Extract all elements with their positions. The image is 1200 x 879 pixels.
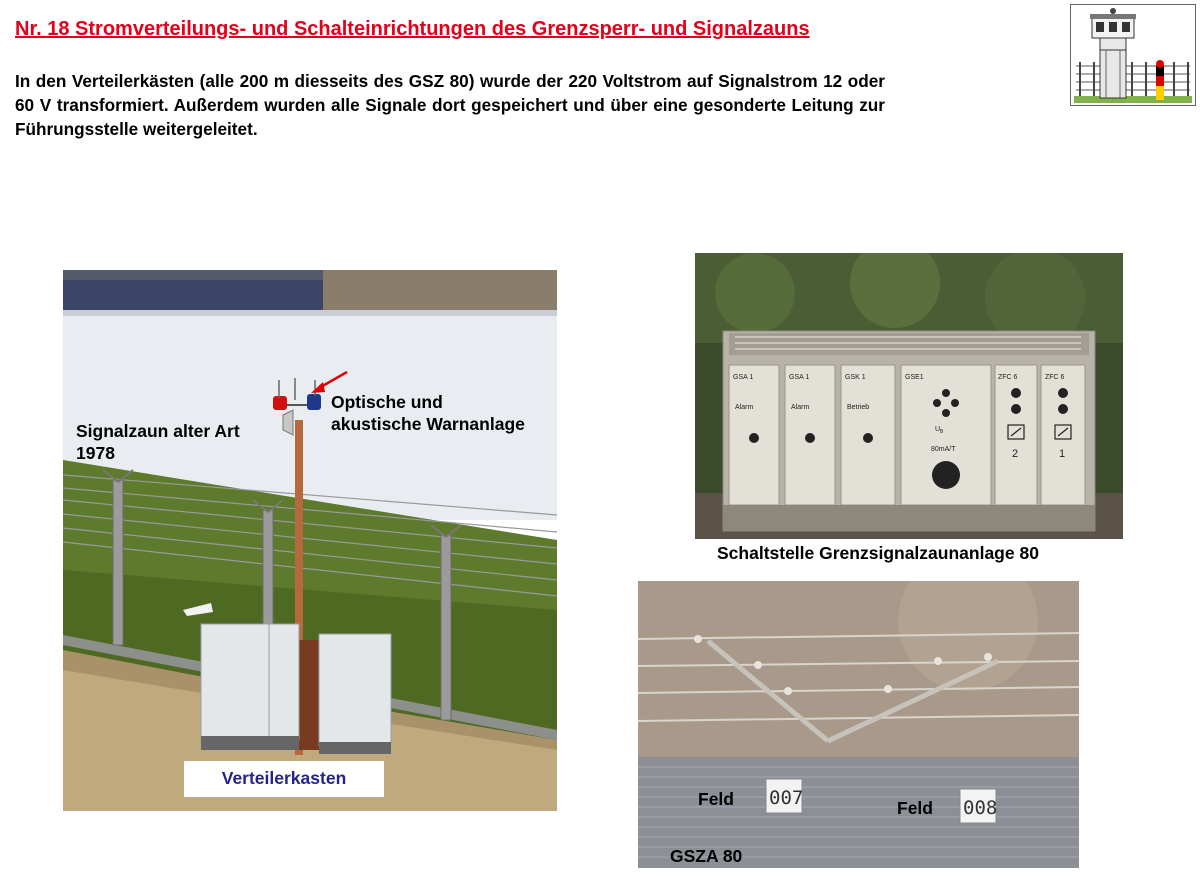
photo-switch-panel — [695, 253, 1123, 539]
svg-text:Alarm: Alarm — [791, 404, 810, 411]
svg-text:GSA 1: GSA 1 — [789, 374, 810, 381]
svg-text:U: U — [935, 426, 941, 433]
label-warning-system: Optische und akustische Warnanlage — [331, 392, 525, 434]
label-field-1: Feld — [698, 789, 734, 809]
photo-signal-fence-1978 — [63, 270, 557, 811]
svg-text:GSK 1: GSK 1 — [845, 374, 866, 381]
svg-text:1: 1 — [1059, 448, 1066, 460]
watchtower-logo-icon — [1070, 4, 1196, 106]
label-signal-fence: Signalzaun alter Art 1978 — [76, 421, 240, 463]
svg-text:GSA 1: GSA 1 — [733, 374, 754, 381]
svg-text:Alarm: Alarm — [735, 404, 754, 411]
svg-text:Betrieb: Betrieb — [847, 404, 870, 411]
label-gsza-80: GSZA 80 — [670, 846, 743, 866]
svg-text:ZFC 6: ZFC 6 — [998, 374, 1018, 381]
page-title: Nr. 18 Stromverteilungs- und Schalteinrichtungen des Grenzsperr- und Signalzauns — [15, 18, 810, 40]
svg-text:B: B — [940, 429, 944, 435]
svg-text:GSE1: GSE1 — [905, 374, 924, 381]
label-distribution-box: Verteilerkasten — [184, 761, 384, 797]
svg-text:007: 007 — [769, 787, 804, 809]
svg-text:ZFC 6: ZFC 6 — [1045, 374, 1065, 381]
svg-text:80mA/T: 80mA/T — [931, 446, 956, 453]
svg-text:2: 2 — [1012, 448, 1019, 460]
caption-switch-panel: Schaltstelle Grenzsignalzaunanlage 80 — [717, 543, 1039, 563]
photo-gsza-80-fence — [638, 581, 1079, 868]
intro-text: In den Verteilerkästen (alle 200 m diesseits des GSZ 80) wurde der 220 Voltstrom auf Signalstrom 12 oder 60 V transformiert. Außerdem wurden alle Signale dort gespeichert und über eine gesonderte Leitung zur Führungsstelle weitergeleitet. — [15, 71, 885, 139]
svg-text:008: 008 — [963, 797, 998, 819]
label-field-2: Feld — [897, 798, 933, 818]
